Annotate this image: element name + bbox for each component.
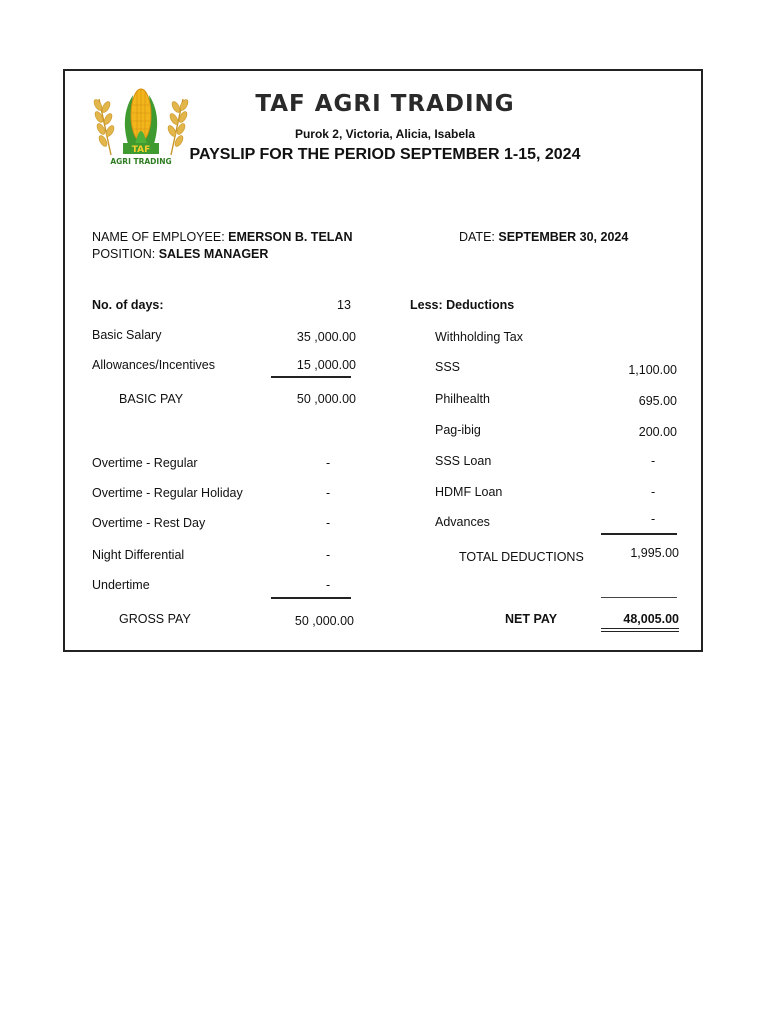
earning-value: -: [326, 516, 331, 530]
employee-name: EMERSON B. TELAN: [228, 230, 353, 244]
net-pay-label: NET PAY: [505, 612, 558, 626]
days-value: 13: [337, 298, 351, 312]
basic-salary-value: 35 ,000.00: [296, 330, 356, 344]
days-label: No. of days:: [92, 298, 164, 312]
deduction-label: Philhealth: [435, 392, 490, 406]
employee-name-label: NAME OF EMPLOYEE:: [92, 230, 225, 244]
deduction-value: -: [651, 454, 656, 468]
payslip-date-row: [459, 229, 628, 245]
deduction-value: 1,100.00: [628, 363, 677, 377]
deduction-value: -: [651, 512, 656, 526]
gross-pay-value: 50 ,000.00: [294, 614, 354, 628]
total-deductions-underline: [601, 533, 677, 535]
payslip-period: PAYSLIP FOR THE PERIOD SEPTEMBER 1-15, 2024: [189, 146, 581, 163]
basic-pay-label: BASIC PAY: [119, 392, 184, 406]
earning-label: Night Differential: [92, 548, 185, 562]
gross-pay-label: GROSS PAY: [119, 612, 191, 626]
total-deductions-value: 1,995.00: [630, 546, 679, 560]
net-pay-upper-rule: [601, 597, 677, 598]
earning-label: Overtime - Rest Day: [92, 516, 206, 530]
payslip-date-label: DATE:: [459, 230, 495, 244]
earning-value: -: [326, 456, 331, 470]
payslip: [63, 69, 703, 652]
net-pay-double-underline-1: [601, 628, 679, 629]
total-deductions-label: TOTAL DEDUCTIONS: [459, 550, 584, 564]
deduction-value: 695.00: [638, 394, 677, 408]
earning-value: -: [326, 548, 331, 562]
earning-value: -: [326, 486, 331, 500]
company-address: Purok 2, Victoria, Alicia, Isabela: [294, 127, 476, 141]
employee-position: SALES MANAGER: [158, 247, 269, 261]
earning-value: -: [326, 578, 331, 592]
employee-position-label: POSITION:: [92, 247, 156, 261]
deduction-label: Withholding Tax: [435, 330, 524, 344]
employee-position-row: [92, 246, 268, 262]
earning-label: Undertime: [92, 578, 150, 592]
basic-salary-label: Basic Salary: [92, 328, 162, 342]
allowances-label: Allowances/Incentives: [92, 358, 215, 372]
deductions-header: Less: Deductions: [410, 298, 515, 312]
basic-pay-underline: [271, 376, 351, 378]
deduction-value: 200.00: [638, 425, 677, 439]
payslip-date: SEPTEMBER 30, 2024: [498, 230, 629, 244]
svg-text:AGRI TRADING: AGRI TRADING: [110, 157, 172, 166]
deduction-value: -: [651, 485, 656, 499]
earning-label: Overtime - Regular: [92, 456, 198, 470]
allowances-value: 15 ,000.00: [296, 358, 356, 372]
company-name: TAF AGRI TRADING: [255, 91, 515, 117]
svg-text:TAF: TAF: [131, 145, 151, 155]
gross-pay-underline: [271, 597, 351, 599]
deduction-label: SSS Loan: [435, 454, 492, 468]
employee-name-row: [92, 229, 352, 245]
deduction-label: SSS: [435, 360, 461, 374]
deduction-label: HDMF Loan: [435, 485, 503, 499]
net-pay-double-underline-2: [601, 631, 679, 632]
net-pay-value: 48,005.00: [623, 612, 679, 626]
deduction-label: Advances: [435, 515, 490, 529]
deduction-label: Pag-ibig: [435, 423, 481, 437]
basic-pay-value: 50 ,000.00: [296, 392, 356, 406]
earning-label: Overtime - Regular Holiday: [92, 486, 243, 500]
